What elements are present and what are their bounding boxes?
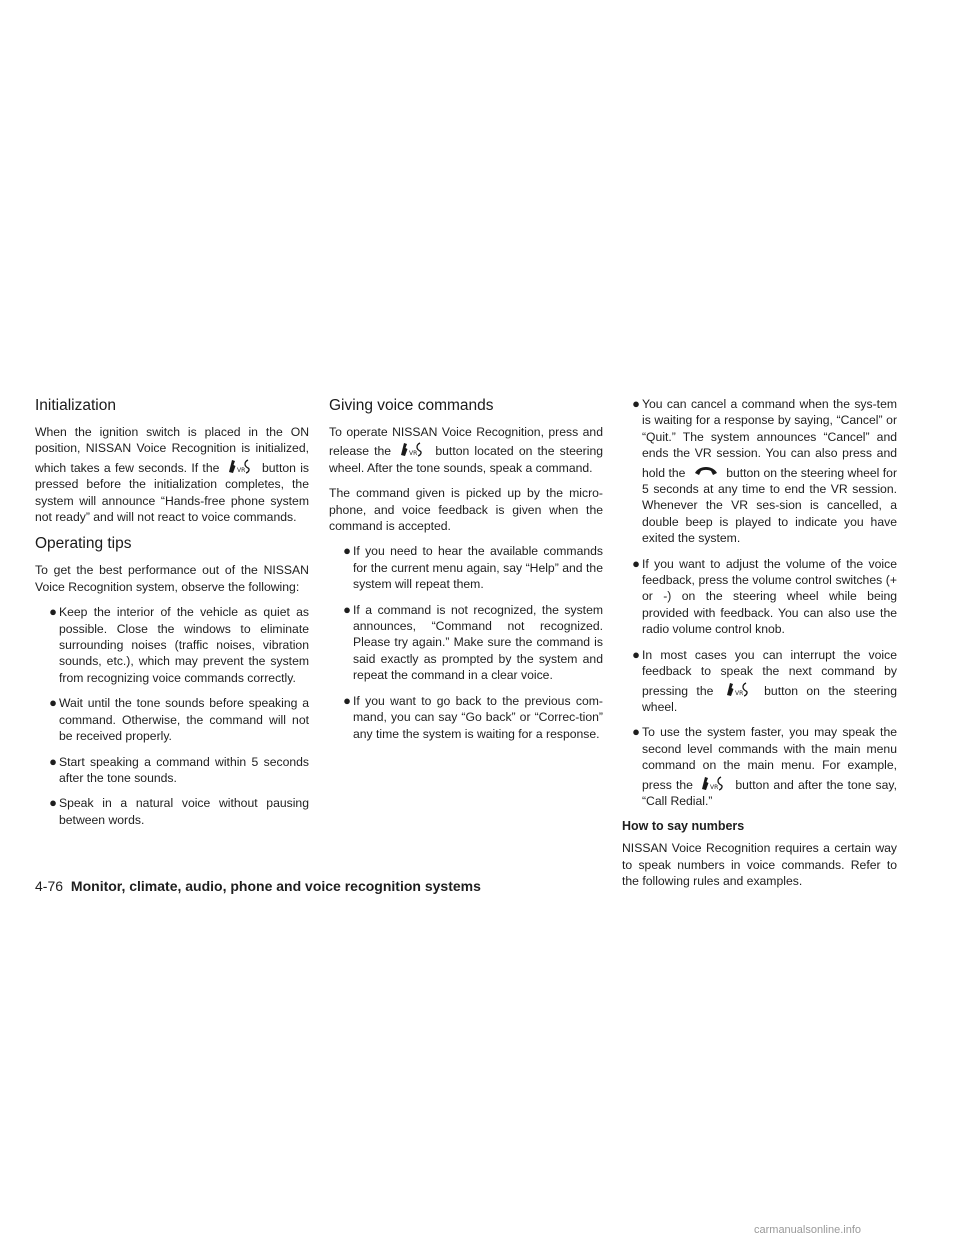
- list-item: ● You can cancel a command when the sys-tem is waiting for a response by saying, “Cancel” or “Quit.” The system announces “Cancel” and ends the VR session. You can also press and hold the button on the steering wheel for 5 seconds at any time to end the VR session. Whenever the VR ses-sion is cancelled, a double beep is played to indicate you have exited the system.: [622, 396, 897, 547]
- bullet-icon: ●: [343, 543, 351, 559]
- initialization-heading: Initialization: [35, 397, 116, 414]
- list-item: ● If a command is not recognized, the system announces, “Command not recognized. Please try again.” Make sure the command is said exactly as prompted by the system and repeat the command in a clear voice.: [329, 602, 603, 684]
- column-right: [622, 396, 897, 899]
- column-middle: [329, 396, 603, 751]
- phone-voice-icon: [724, 680, 754, 698]
- list-item: ● Wait until the tone sounds before speaking a command. Otherwise, the command will not be received properly.: [35, 695, 309, 744]
- phone-voice-icon: [398, 440, 428, 458]
- column-left: [35, 396, 309, 837]
- list-item: ● In most cases you can interrupt the voice feedback to speak the next command by pressing the button on the steering wheel.: [622, 647, 897, 716]
- bullet-icon: ●: [632, 724, 640, 740]
- section-title: Monitor, climate, audio, phone and voice recognition systems: [70, 878, 481, 894]
- list-item: ● If you need to hear the available commands for the current menu again, say “Help” and the system will repeat them.: [329, 543, 603, 592]
- bullet-icon: ●: [343, 692, 351, 708]
- page-footer: [35, 876, 481, 896]
- bullet-icon: ●: [49, 795, 57, 811]
- bullet-icon: ●: [49, 695, 57, 711]
- list-item: ● Start speaking a command within 5 seconds after the tone sounds.: [35, 754, 309, 787]
- bullet-icon: ●: [49, 753, 57, 769]
- list-item: ● Keep the interior of the vehicle as quiet as possible. Close the windows to eliminate surrounding noises (traffic noises, vibration sounds, etc.), which may prevent the system from recognizing voice commands correctly.: [35, 604, 309, 686]
- bullet-icon: ●: [632, 396, 640, 411]
- operating-tips-heading: Operating tips: [35, 535, 132, 553]
- bullet-icon: ●: [632, 646, 640, 662]
- bullet-icon: ●: [343, 601, 351, 617]
- list-item: ● If you want to go back to the previous com-mand, you can say “Go back” or “Correc-tion” any time the system is waiting for a response.: [329, 693, 603, 742]
- bullet-icon: ●: [632, 555, 640, 571]
- list-item: ● If you want to adjust the volume of the voice feedback, press the volume control switches (+ or -) on the steering wheel while being provided with feedback. You can also use the radio volume control knob.: [622, 556, 897, 638]
- voice-commands-list: [329, 543, 603, 741]
- phone-voice-icon: [699, 774, 729, 792]
- bullet-icon: ●: [49, 604, 57, 620]
- page-number: 4-76: [35, 878, 64, 894]
- voice-tips-list: [622, 396, 897, 809]
- initialization-paragraph: [35, 424, 309, 525]
- initialization-text-end: button is pressed before the initialization completes, the system will announce “Hands-free phone system not ready” and will not react to voice commands.: [35, 460, 309, 525]
- voice-commands-paragraph-2: The command given is picked up by the micro-phone, and voice feedback is given when the command is accepted.: [329, 486, 603, 534]
- phone-voice-icon: [226, 457, 256, 475]
- how-to-say-numbers-heading: How to say numbers: [622, 819, 745, 834]
- initialization-text-start: When the ignition switch is placed in the ON position, NISSAN Voice Recognition is initialized, which takes a few seconds. If the: [35, 425, 309, 475]
- voice-commands-paragraph-1: To operate NISSAN Voice Recognition, press and release the button located on the steering wheel. After the tone sounds, speak a command.: [329, 425, 603, 475]
- operating-tips-intro: To get the best performance out of the NISSAN Voice Recognition system, observe the following:: [35, 563, 309, 594]
- list-item: ● To use the system faster, you may speak the second level commands with the main menu command on the main menu. For example, press the button and after the tone say, “Call Redial.”: [622, 724, 897, 809]
- watermark: carmanualsonline.info: [754, 1224, 862, 1236]
- giving-voice-commands-heading: Giving voice commands: [329, 397, 494, 414]
- operating-tips-list: [35, 604, 309, 828]
- how-to-say-numbers-paragraph: NISSAN Voice Recognition requires a certain way to speak numbers in voice commands. Refer to the following rules and examples.: [622, 841, 897, 889]
- list-item: ● Speak in a natural voice without pausing between words.: [35, 795, 309, 828]
- phone-hangup-icon: [691, 462, 721, 480]
